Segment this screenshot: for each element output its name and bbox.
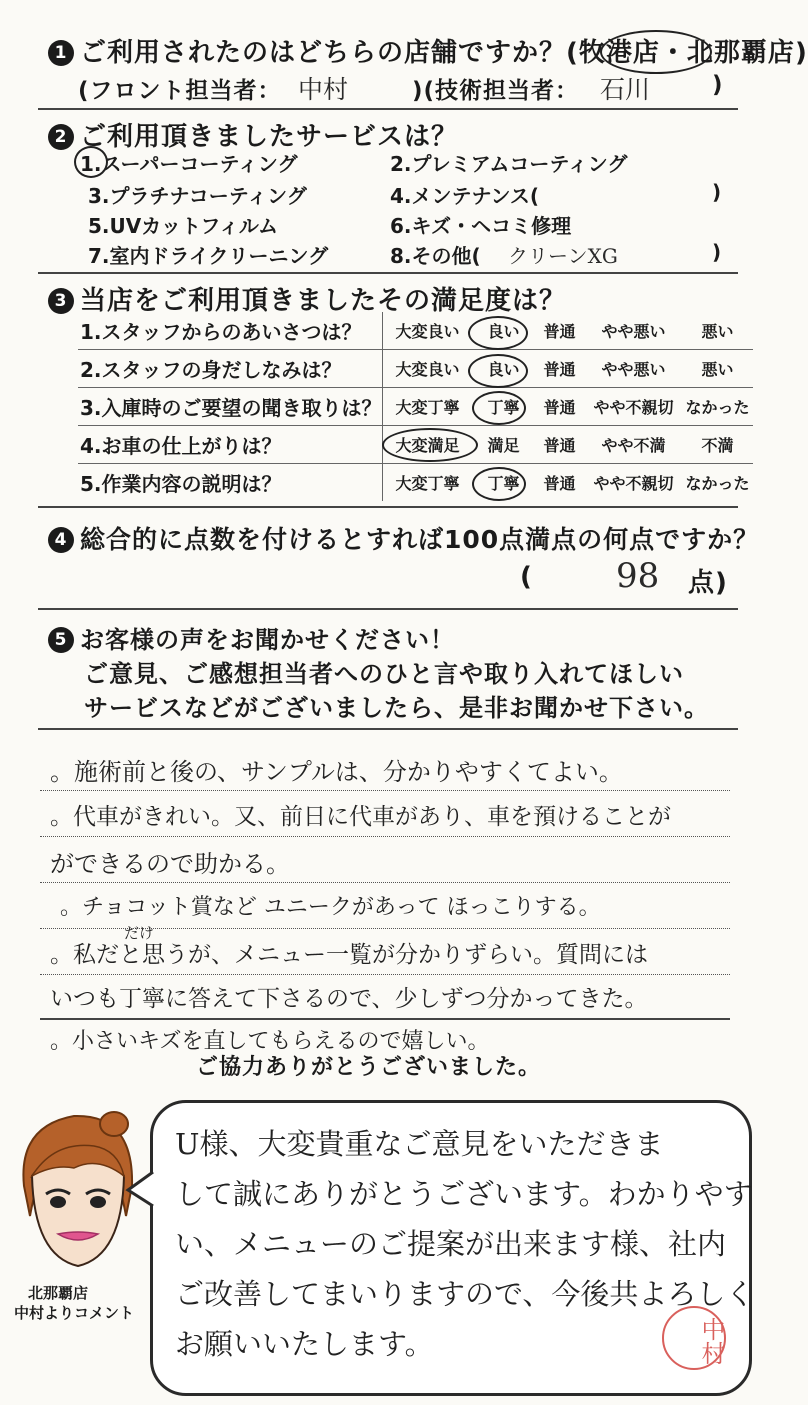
thanks-message: ご協力ありがとうございました。 xyxy=(196,1055,542,1080)
service-3: 3.プラチナコーティング xyxy=(88,184,307,208)
service-8: 8.その他( xyxy=(390,244,481,268)
score-open: ( xyxy=(520,562,533,592)
service-2: 2.プレミアムコーティング xyxy=(390,152,628,176)
staff-store: 北那覇店 xyxy=(28,1284,89,1302)
option: 悪い xyxy=(701,322,734,341)
q4-text: 総合的に点数を付けるとすれば100点満点の何点ですか？ xyxy=(80,525,760,554)
service-8-paren-close: ) xyxy=(712,240,722,264)
option: 大変満足 xyxy=(382,426,473,464)
service-6: 6.キズ・ヘコミ修理 xyxy=(390,214,572,238)
service-5: 5.UVカットフィルム xyxy=(88,214,279,238)
staff-comment-label: 中村よりコメント xyxy=(14,1304,135,1322)
table-row xyxy=(78,464,753,502)
service-1: 1.スーパーコーティング xyxy=(80,152,298,176)
option: なかった xyxy=(685,474,750,493)
table-row xyxy=(78,350,753,388)
store-makiminato: 牧港店 xyxy=(578,38,660,68)
answer-circle xyxy=(472,467,526,501)
reply-line: い、メニューのご提案が出来ます様、社内 xyxy=(175,1227,727,1261)
front-staff-value: 中村 xyxy=(298,75,349,104)
q3-text: 当店をご利用頂きましたその満足度は？ xyxy=(80,286,567,316)
ruled-line xyxy=(40,836,730,837)
q5-line3: サービスなどがございましたら、是非お聞かせ下さい。 xyxy=(84,694,709,722)
answer-circle xyxy=(468,316,528,350)
option: やや不満 xyxy=(601,436,666,455)
divider xyxy=(38,608,738,610)
option: 普通 xyxy=(543,436,576,455)
q2-number: 2 xyxy=(48,124,74,150)
service-1-check-circle xyxy=(74,146,108,178)
option: やや悪い xyxy=(601,360,666,379)
comment-line: いつも丁寧に答えて下さるので、少しずつ分かってきた。 xyxy=(50,986,648,1012)
option: 普通 xyxy=(543,322,576,341)
divider xyxy=(38,108,738,110)
row-label: 4.お車の仕上がりは？ xyxy=(80,434,282,458)
option: 大変良い xyxy=(382,312,473,350)
service-other-value: クリーンXG xyxy=(508,244,618,268)
comment-line: 。代車がきれい。又、前日に代車があり、車を預けることが xyxy=(50,804,671,830)
tech-staff-value: 石川 xyxy=(600,75,651,104)
option: 普通 xyxy=(543,474,576,493)
comment-line: 。小さいキズを直してもらえるので嬉しい。 xyxy=(50,1029,490,1054)
option: やや悪い xyxy=(601,322,666,341)
q5-line1: お客様の声をお聞かせください！ xyxy=(80,626,455,654)
reply-line: U様、大変貴重なご意見をいただきま xyxy=(175,1127,664,1161)
store-kitanaha: 北那覇店 xyxy=(686,38,795,68)
staff-line xyxy=(78,72,282,105)
divider xyxy=(38,272,738,274)
reply-line: お願いいたします。 xyxy=(175,1327,434,1361)
option: 満足 xyxy=(487,436,520,455)
score-unit: 点) xyxy=(688,568,728,598)
q5-question xyxy=(48,620,455,655)
score-value: 98 xyxy=(616,556,660,596)
option: やや不親切 xyxy=(593,398,674,417)
answer-circle xyxy=(472,391,526,425)
comment-line: 。私だと思うが、メニュー一覧が分かりずらい。質問には xyxy=(50,942,648,968)
q4-number: 4 xyxy=(48,527,74,553)
service-4: 4.メンテナンス( xyxy=(390,184,540,208)
separator-dot: ・ xyxy=(659,38,687,68)
tech-paren-close: ) xyxy=(712,72,724,98)
ruled-line xyxy=(40,790,730,791)
table-row xyxy=(78,312,753,350)
option: 良い xyxy=(487,360,520,379)
comment-insert: だけ xyxy=(124,924,155,942)
option: 丁寧 xyxy=(487,474,520,493)
divider xyxy=(38,506,738,508)
staff-avatar xyxy=(14,1106,142,1276)
ruled-line xyxy=(40,1018,730,1020)
q3-number: 3 xyxy=(48,288,74,314)
service-4-paren-close: ) xyxy=(712,180,722,204)
option: 普通 xyxy=(543,398,576,417)
option: 丁寧 xyxy=(487,398,520,417)
option: 大変丁寧 xyxy=(382,464,473,502)
option: 良い xyxy=(487,322,520,341)
option: 普通 xyxy=(543,360,576,379)
row-label: 3.入庫時のご要望の聞き取りは？ xyxy=(80,396,382,420)
row-label: 1.スタッフからのあいさつは？ xyxy=(80,320,362,344)
paren-close: ) xyxy=(794,38,808,68)
row-label: 2.スタッフの身だしなみは？ xyxy=(80,358,342,382)
q4-question xyxy=(48,520,759,556)
divider xyxy=(38,728,738,730)
reply-line: ご改善してまいりますので、今後共よろしく xyxy=(175,1277,755,1311)
reply-line: して誠にありがとうございます。わかりやす xyxy=(175,1177,753,1211)
option: なかった xyxy=(685,398,750,417)
option: やや不親切 xyxy=(593,474,674,493)
q5-number: 5 xyxy=(48,627,74,653)
q5-line2: ご意見、ご感想担当者へのひと言や取り入れてほしい xyxy=(84,660,684,688)
comment-line: 。チョコット賞など ユニークがあって ほっこりする。 xyxy=(60,895,601,920)
q1-text: ご利用されたのはどちらの店舗ですか？( xyxy=(80,38,579,68)
option: 不満 xyxy=(701,436,734,455)
row-label: 5.作業内容の説明は？ xyxy=(80,472,282,496)
ruled-line xyxy=(40,882,730,883)
comment-line: ができるので助かる。 xyxy=(50,850,290,878)
option: 大変丁寧 xyxy=(382,388,473,426)
q1-number: 1 xyxy=(48,40,74,66)
q2-text: ご利用頂きましたサービスは？ xyxy=(80,122,459,152)
option: 悪い xyxy=(701,360,734,379)
bubble-tail xyxy=(126,1170,156,1210)
answer-circle xyxy=(468,354,528,388)
front-staff-label: (フロント担当者： xyxy=(78,78,282,104)
satisfaction-table xyxy=(78,312,753,501)
store-selection-circle xyxy=(600,30,712,74)
tech-staff-label: )(技術担当者： xyxy=(412,78,580,104)
service-7: 7.室内ドライクリーニング xyxy=(88,244,329,268)
comment-line: 。施術前と後の、サンプルは、分かりやすくてよい。 xyxy=(50,758,623,786)
ruled-line xyxy=(40,974,730,975)
name-seal-stamp: 中村 xyxy=(662,1306,726,1370)
table-row xyxy=(78,388,753,426)
answer-circle xyxy=(382,428,478,462)
option: 大変良い xyxy=(382,350,473,388)
